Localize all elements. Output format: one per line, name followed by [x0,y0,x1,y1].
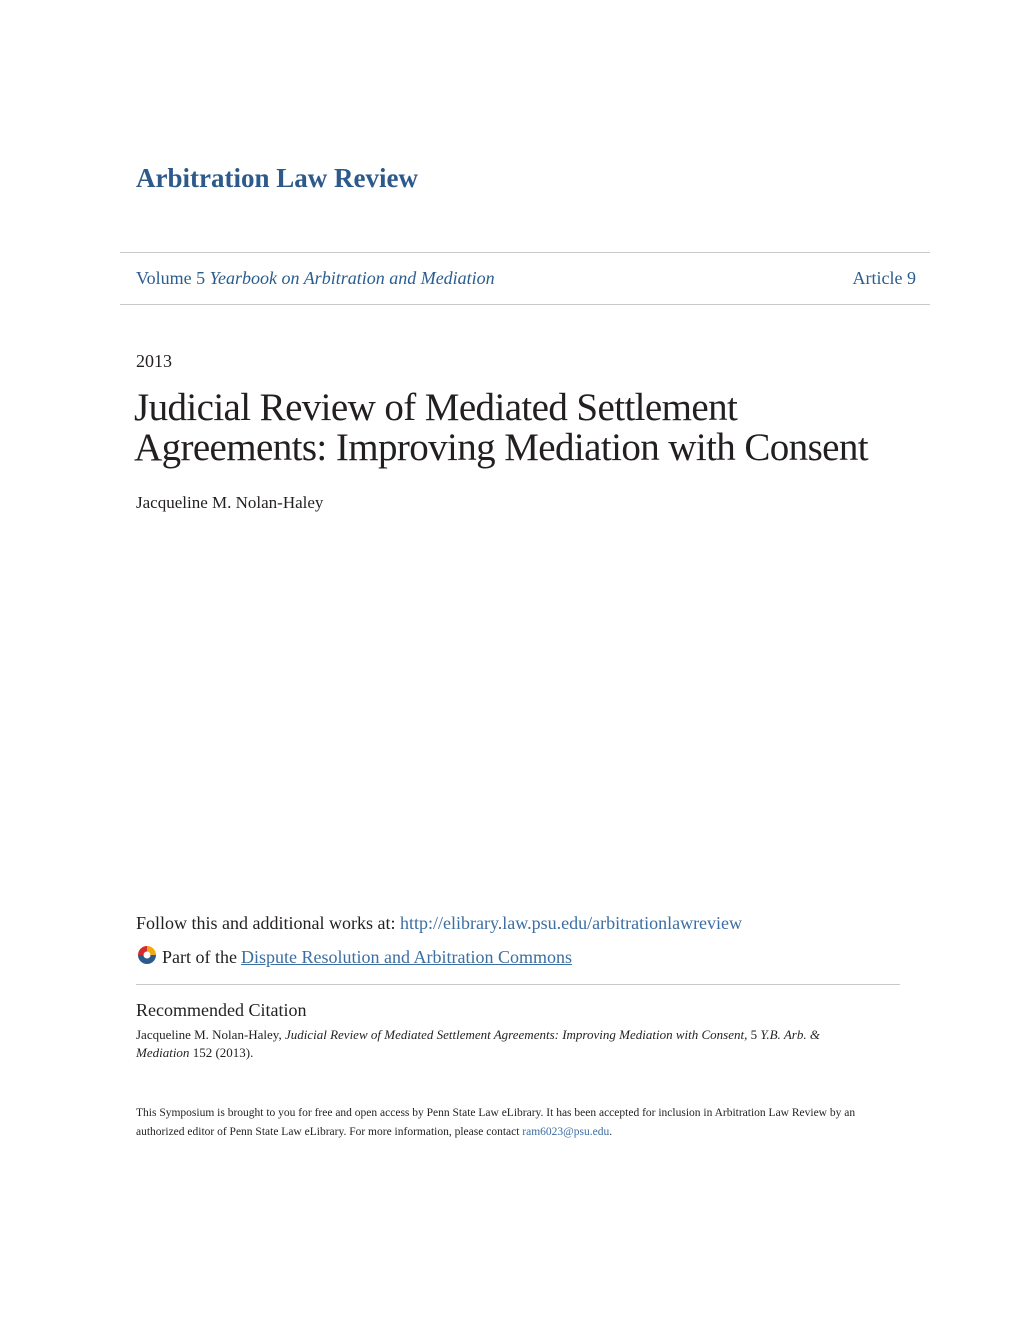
access-notice [136,1104,896,1142]
article-title-line-1: Judicial Review of Mediated Settlement [134,386,738,429]
part-of-prefix: Part of the [162,947,237,967]
network-commons-icon [136,944,162,971]
repository-link[interactable]: http://elibrary.law.psu.edu/arbitrationlawreview [399,913,743,933]
citation-heading: Recommended Citation [136,1000,307,1020]
article-title-line-2: Agreements: Improving Mediation with Consent [134,426,868,469]
citation-middle: , 5 [744,1027,761,1042]
volume-link[interactable]: Volume 5 [136,268,206,288]
author-name: Jacqueline M. Nolan-Haley [136,493,324,512]
notice-text: This Symposium is brought to you for free and open access by Penn State Law eLibrary. It has been accepted for inclusion in Arbitration Law Review by an authorized editor of Penn State Law eLibrary. For more information, please contact [136,1107,856,1138]
follow-prefix: Follow this and additional works at: [136,913,400,933]
issue-row [136,268,916,289]
divider-footer [136,984,900,985]
contact-email-link[interactable]: ram6023@psu.edu [522,1126,610,1138]
citation-journal: Y.B. Arb. & Mediation [136,1027,820,1060]
article-title [134,388,914,468]
commons-link[interactable]: Dispute Resolution and Arbitration Commons [240,947,572,967]
part-of-line [136,944,572,971]
citation-author: Jacqueline M. Nolan-Haley, [136,1027,285,1042]
journal-title-link[interactable]: Arbitration Law Review [136,163,418,193]
divider-top [120,252,930,253]
article-number-link[interactable]: Article 9 [852,268,916,288]
notice-end: . [609,1126,613,1138]
publication-year: 2013 [136,351,172,371]
follow-line [136,913,742,934]
citation-tail: 152 (2013). [189,1045,254,1060]
volume-title-link[interactable]: Yearbook on Arbitration and Mediation [209,268,495,288]
citation-text [136,1026,866,1062]
citation-title: Judicial Review of Mediated Settlement Agreements: Improving Mediation with Consent [284,1027,745,1042]
divider-middle [120,304,930,305]
